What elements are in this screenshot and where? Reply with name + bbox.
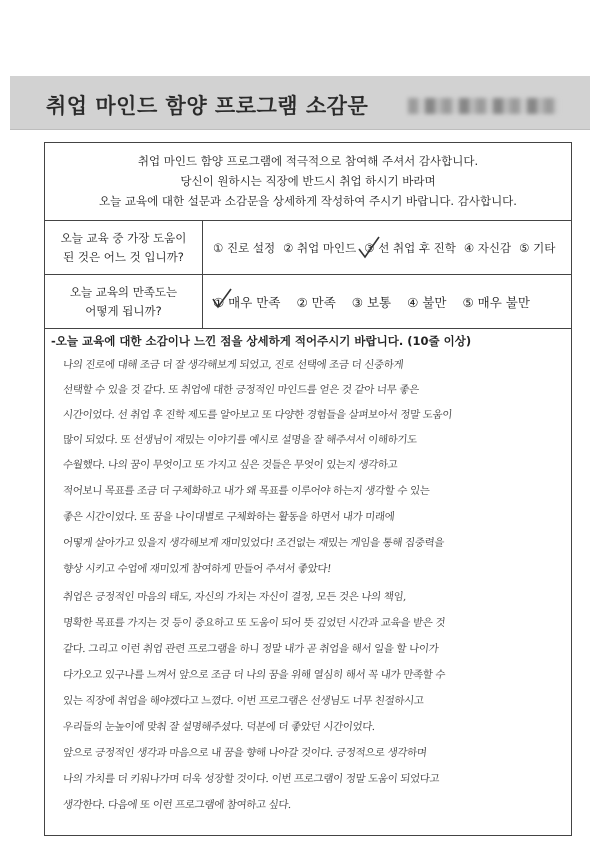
title-bar [10,76,590,130]
intro-line: 당신이 원하시는 직장에 반드시 취업 하시기 바라며 [180,174,436,188]
handwritten-line: 나의 진로에 대해 조금 더 잘 생각해보게 되었고, 진로 선택에 조금 더 신중하게 [62,359,404,371]
handwritten-line: 선택할 수 있을 것 같다. 또 취업에 대한 긍정적인 마인드를 얻은 것 같아 너무 좋은 [62,384,420,396]
question-text: 된 것은 어느 것 입니까? [63,249,184,264]
handwritten-line: 많이 되었다. 또 선생님이 재밌는 이야기를 예시로 설명을 잘 해주셔서 이해하기도 [62,434,418,446]
answer-options [213,221,563,274]
intro-line: 취업 마인드 함양 프로그램에 적극적으로 참여해 주셔서 감사합니다. [137,154,479,168]
option-very-satisfied[interactable]: ① 매우 만족 [213,294,281,310]
intro-message [45,143,571,221]
handwritten-line: 우리들의 눈높이에 맞춰 잘 설명해주셨다. 덕분에 더 좋았던 시간이었다. [62,721,376,733]
handwritten-line: 명확한 목표를 가지는 것 등이 중요하고 또 도움이 되어 뜻 깊었던 시간과 교육을 받은 것 [62,617,446,629]
handwritten-line: 좋은 시간이었다. 또 꿈을 나이대별로 구체화하는 활동을 하면서 내가 미래에 [62,511,395,523]
answer-options [213,275,546,328]
handwritten-line: 생각한다. 다음에 또 이런 프로그램에 참여하고 싶다. [62,799,292,811]
handwritten-line: 시간이었다. 선 취업 후 진학 제도를 알아보고 또 다양한 경험들을 살펴보아서 정말 도움이 [62,409,453,421]
question-text: 오늘 교육 중 가장 도움이 [60,230,187,245]
handwritten-line: 나의 가치를 더 키워나가며 더욱 성장할 것이다. 이번 프로그램이 정말 도움이 되었다고 [62,773,440,785]
handwritten-line: 적어보니 목표를 조금 더 구체화하고 내가 왜 목표를 이루어야 하는지 생각할 수 있는 [62,485,431,497]
redacted-name [408,98,558,114]
option-confidence[interactable]: ④ 자신감 [463,240,512,255]
handwritten-line: 향상 시키고 수업에 재미있게 참여하게 만들어 주셔서 좋았다! [62,563,332,575]
option-other[interactable]: ⑤ 기타 [519,240,556,255]
question-satisfaction [45,275,571,329]
handwritten-line: 앞으로 긍정적인 생각과 마음으로 내 꿈을 향해 나아갈 것이다. 긍정적으로 생각하며 [62,747,428,759]
handwritten-line: 어떻게 살아가고 있을지 생각해보게 재미있었다! 조건없는 재밌는 게임을 통해 집중력을 [62,537,445,549]
question-text: 오늘 교육의 만족도는 [69,284,178,299]
intro-line: 오늘 교육에 대한 설문과 소감문을 상세하게 작성하여 주시기 바랍니다. 감사합니다. [99,194,517,208]
question-label [45,275,203,328]
question-label [45,221,203,274]
option-very-dissatisfied[interactable]: ⑤ 매우 불만 [462,294,530,310]
handwritten-line: 취업은 긍정적인 마음의 태도, 자신의 가치는 자신이 결정, 모든 것은 나의 책임, [62,591,407,603]
handwritten-line: 있는 직장에 취업을 해야겠다고 느꼈다. 이번 프로그램은 선생님도 너무 친절하시고 [62,695,425,707]
question-text: 어떻게 됩니까? [85,303,162,318]
option-neutral[interactable]: ③ 보통 [351,294,392,310]
option-satisfied[interactable]: ② 만족 [296,294,336,310]
essay-prompt: -오늘 교육에 대한 소감이나 느낀 점을 상세하게 적어주시기 바랍니다. (10줄 이상) [51,334,472,348]
question-most-helpful [45,221,571,275]
option-job-mindset[interactable]: ② 취업 마인드 [283,240,357,255]
survey-form [44,142,572,836]
handwritten-line: 같다. 그리고 이런 취업 관련 프로그램을 하니 정말 내가 곧 취업을 해서 일을 할 나이가 [62,643,439,655]
page-title: 취업 마인드 함양 프로그램 소감문 [46,94,369,118]
option-dissatisfied[interactable]: ④ 불만 [407,294,447,310]
handwritten-line: 다가오고 있구나를 느껴서 앞으로 조금 더 나의 꿈을 위해 열심히 해서 꼭 내가 만족할 수 [62,669,446,681]
option-job-first[interactable]: ③ 선 취업 후 진학 [364,240,456,255]
option-career-setting[interactable]: ① 진로 설정 [213,240,276,255]
handwritten-line: 수월했다. 나의 꿈이 무엇이고 또 가지고 싶은 것들은 무엇이 있는지 생각하고 [62,459,398,471]
